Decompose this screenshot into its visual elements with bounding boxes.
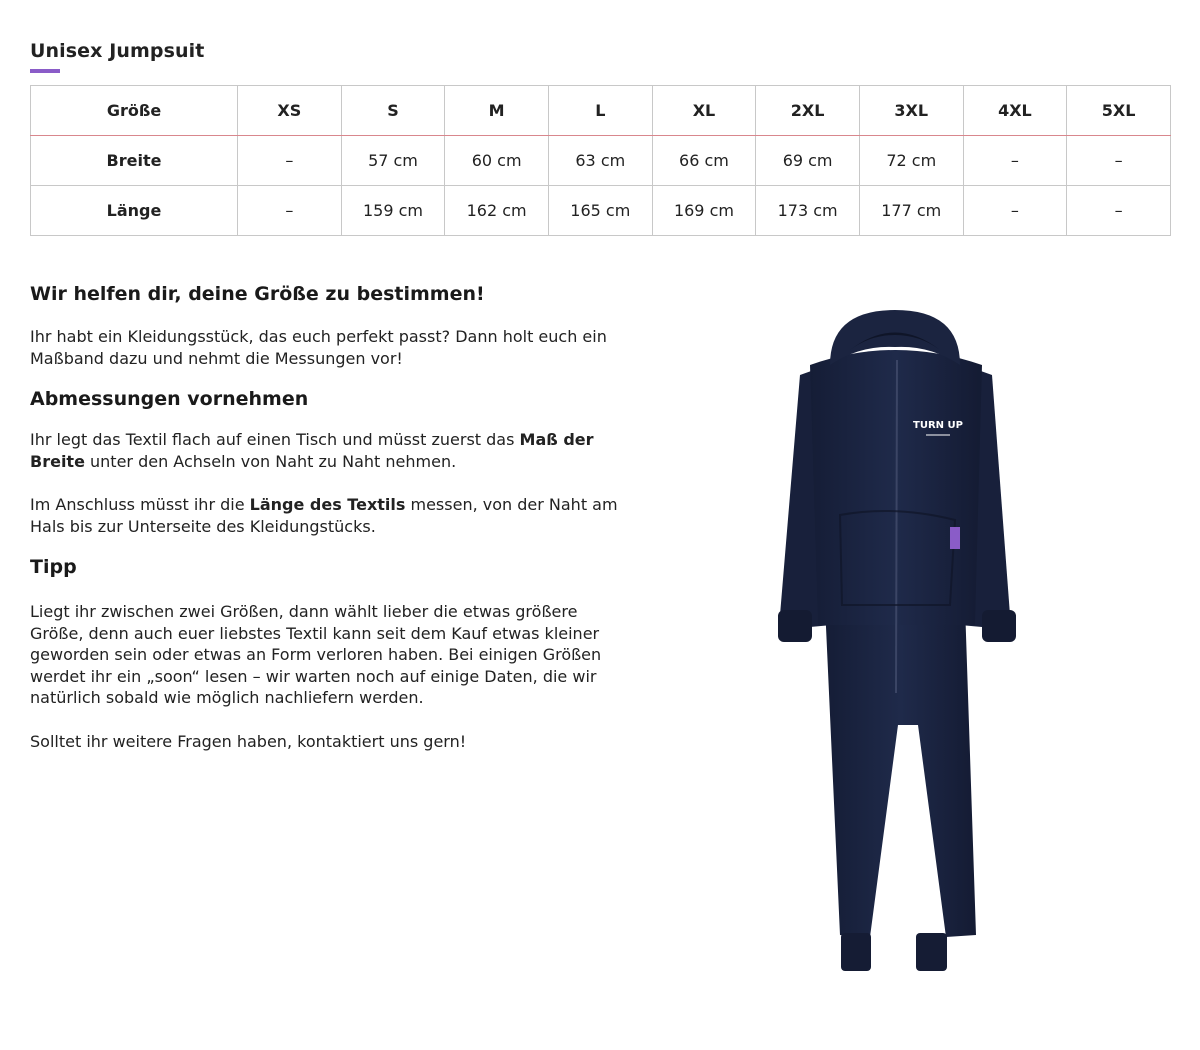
closing-paragraph: Solltet ihr weitere Fragen haben, kontaktiert uns gern!	[30, 731, 467, 751]
size-header-cell: 4XL	[963, 86, 1067, 136]
table-cell: 173 cm	[756, 186, 860, 236]
text-span: unter den Achseln von Naht zu Naht nehmen.	[84, 451, 457, 471]
table-cell: 66 cm	[652, 136, 756, 186]
page-title: Unisex Jumpsuit	[30, 40, 205, 62]
table-cell: –	[1067, 186, 1171, 236]
size-header-cell: XL	[652, 86, 756, 136]
jumpsuit-illustration	[770, 305, 1030, 977]
table-cell: –	[963, 186, 1067, 236]
table-cell: –	[1067, 136, 1171, 186]
table-cell: –	[238, 136, 342, 186]
text-span: messen, von der Naht am Hals bis zur Unterseite des Kleidungstücks.	[30, 495, 618, 536]
text-span: Ihr legt das Textil flach auf einen Tisch und müsst zuerst das	[30, 430, 520, 449]
table-cell: –	[238, 186, 342, 236]
tip-paragraph: Liegt ihr zwischen zwei Größen, dann wählt lieber die etwas größere Größe, denn auch euer liebstes Textil kann seit dem Kauf etwas kleiner geworden sein oder etwas an Form verloren haben. Bei einigen Größen werdet ihr ein „soon“ lesen – wir warten noch auf einige Daten, die wir natürlich sobald wie möglich nachliefern werden.	[30, 602, 602, 707]
guide-intro: Ihr habt ein Kleidungsstück, das euch perfekt passt? Dann holt euch ein Maßband dazu und nehmt die Messungen vor!	[30, 327, 607, 368]
table-cell: 177 cm	[859, 186, 963, 236]
table-cell: 69 cm	[756, 136, 860, 186]
table-cell: 165 cm	[548, 186, 652, 236]
table-cell: 162 cm	[445, 186, 549, 236]
table-cell: –	[963, 136, 1067, 186]
size-header-cell: 3XL	[859, 86, 963, 136]
title-underline	[30, 69, 60, 73]
size-header-cell: L	[548, 86, 652, 136]
size-header-cell: 5XL	[1067, 86, 1171, 136]
text-span: Im Anschluss müsst ihr die	[30, 495, 250, 514]
row-label: Breite	[31, 136, 238, 186]
table-cell: 60 cm	[445, 136, 549, 186]
size-header-cell: S	[341, 86, 445, 136]
size-table	[30, 85, 1171, 236]
brand-tag	[950, 527, 960, 549]
measure-paragraph-1	[30, 429, 630, 472]
guide-heading: Wir helfen dir, deine Größe zu bestimmen!	[30, 283, 485, 305]
row-label: Länge	[31, 186, 238, 236]
table-row-laenge	[31, 186, 1171, 236]
table-cell: 72 cm	[859, 136, 963, 186]
size-header-cell: M	[445, 86, 549, 136]
size-header-cell: Größe	[31, 86, 238, 136]
tip-heading: Tipp	[30, 556, 77, 578]
jumpsuit-product-image	[770, 305, 1030, 977]
size-header-cell: 2XL	[756, 86, 860, 136]
table-cell: 159 cm	[341, 186, 445, 236]
bold-text: Länge des Textils	[249, 495, 406, 514]
size-guide	[30, 282, 630, 752]
table-cell: 169 cm	[652, 186, 756, 236]
table-cell: 63 cm	[548, 136, 652, 186]
measure-paragraph-2	[30, 494, 630, 537]
table-row-breite	[31, 136, 1171, 186]
table-cell: 57 cm	[341, 136, 445, 186]
size-header-row	[31, 86, 1171, 136]
brand-logo: TURN UP	[913, 420, 963, 431]
size-header-cell: XS	[238, 86, 342, 136]
measure-heading: Abmessungen vornehmen	[30, 388, 309, 410]
bold-text: Maß der Breite	[30, 430, 594, 471]
